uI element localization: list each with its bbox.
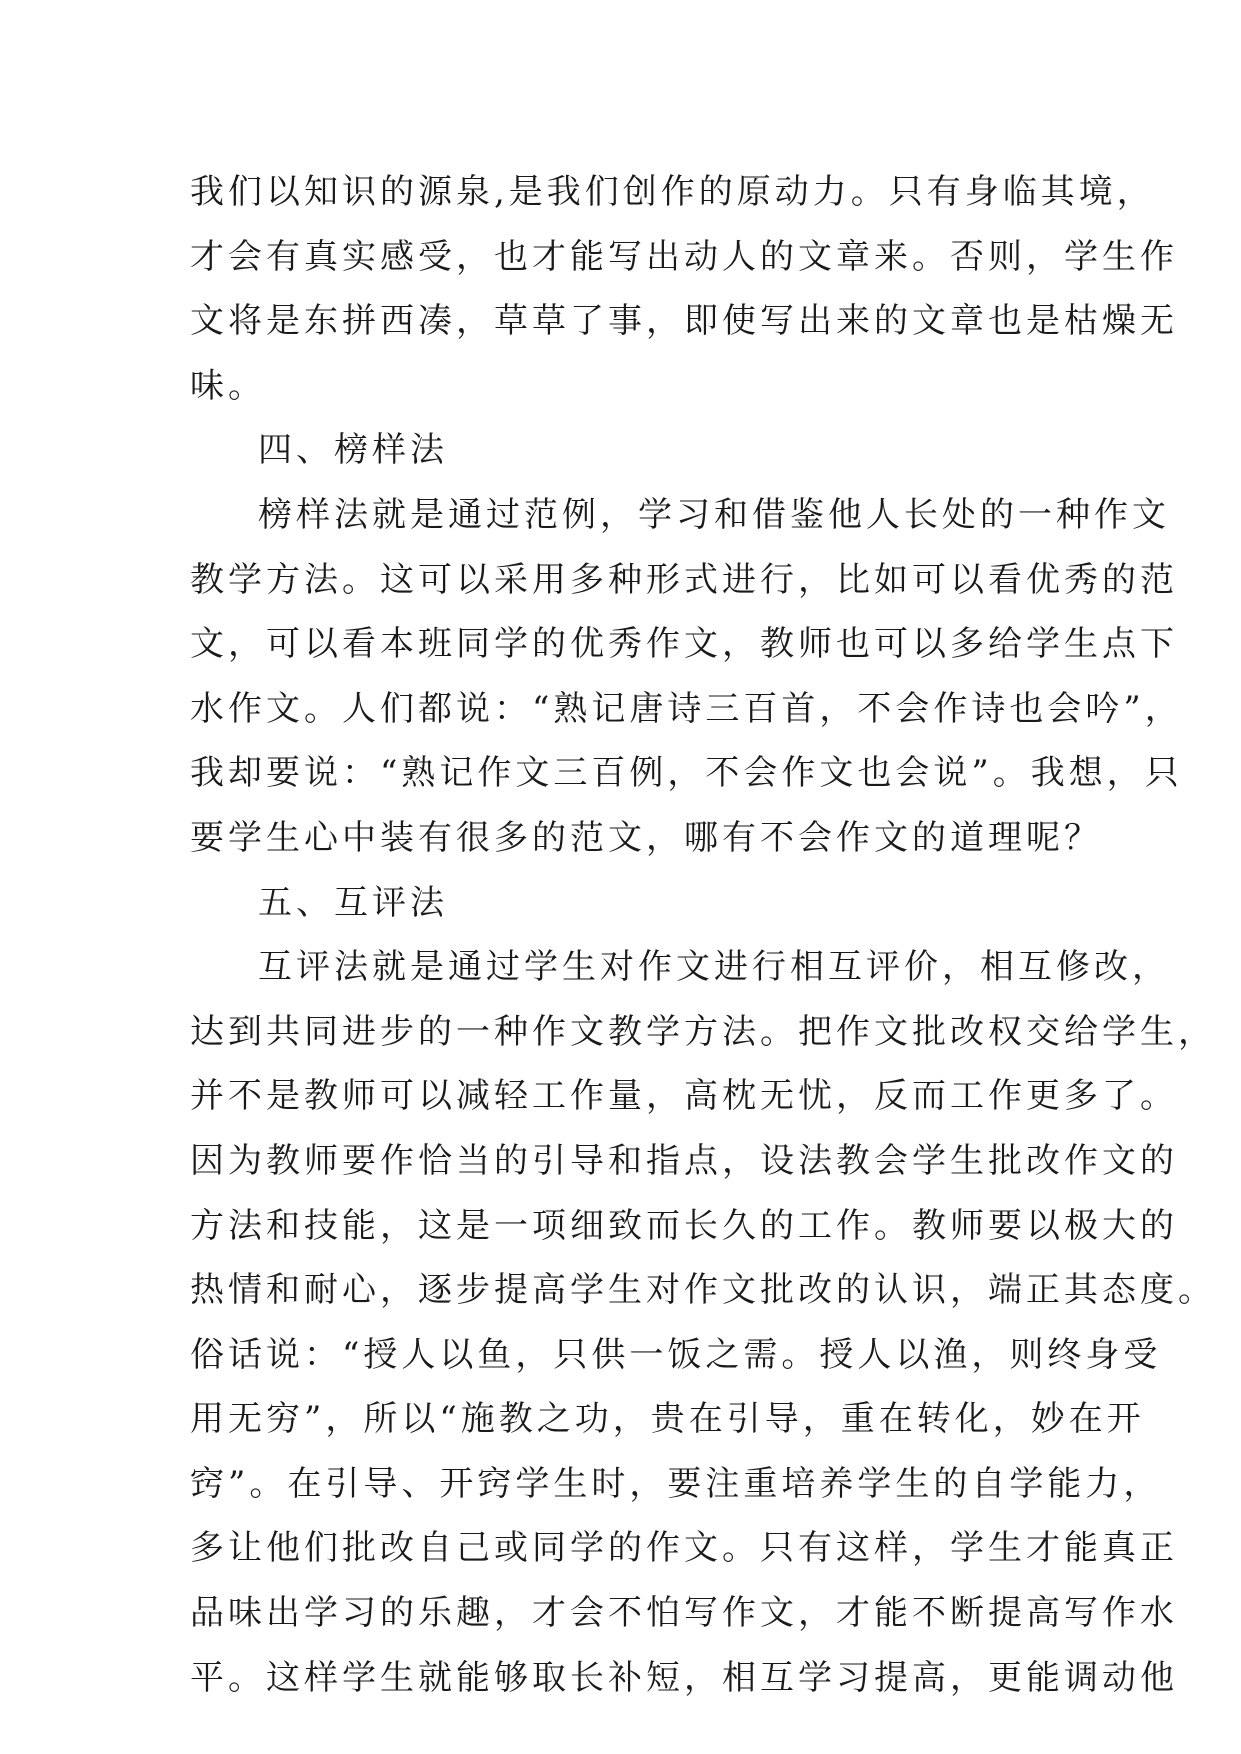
text-line: 我却要说：“熟记作文三百例，不会作文也会说”。我想，只 [190,753,1183,794]
text-line: 并不是教师可以减轻工作量，高枕无忧，反而工作更多了。 [190,1076,1178,1117]
text-line: 我们以知识的源泉,是我们创作的原动力。只有身临其境， [190,172,1155,212]
text-line: 五、互评法 [258,882,448,923]
text-line: 方法和技能，这是一项细致而长久的工作。教师要以极大的 [190,1205,1178,1246]
text-line: 水作文。人们都说：“熟记唐诗三百首，不会作诗也会吟”， [190,688,1183,729]
text-line: 互评法就是通过学生对作文进行相互评价，相互修改， [258,947,1170,988]
text-line: 榜样法就是通过范例，学习和借鉴他人长处的一种作文 [258,494,1170,535]
text-line: 味。 [190,365,266,406]
text-line: 平。这样学生就能够取长补短，相互学习提高，更能调动他 [190,1657,1178,1698]
text-line: 窍”。在引导、开窍学生时，要注重培养学生的自学能力， [190,1463,1162,1504]
text-line: 文，可以看本班同学的优秀作文，教师也可以多给学生点下 [190,624,1178,665]
text-line: 四、榜样法 [258,430,448,471]
text-line: 热情和耐心，逐步提高学生对作文批改的认识，端正其态度。 [190,1270,1216,1311]
text-line: 因为教师要作恰当的引导和指点，设法教会学生批改作文的 [190,1140,1178,1181]
document-body [190,160,1216,1710]
text-line: 用无穷”，所以“施教之功，贵在引导，重在转化，妙在开 [190,1399,1145,1440]
text-line: 要学生心中装有很多的范文，哪有不会作文的道理呢？ [190,817,1102,858]
text-line: 文将是东拼西凑，草草了事，即使写出来的文章也是枯燥无 [190,301,1178,342]
text-line: 教学方法。这可以采用多种形式进行，比如可以看优秀的范 [190,559,1178,600]
text-line: 品味出学习的乐趣，才会不怕写作文，才能不断提高写作水 [190,1593,1178,1634]
text-line: 才会有真实感受，也才能写出动人的文章来。否则，学生作 [190,236,1178,277]
text-line: 达到共同进步的一种作文教学方法。把作文批改权交给学生， [190,1011,1216,1052]
text-line: 多让他们批改自己或同学的作文。只有这样，学生才能真正 [190,1528,1178,1569]
text-line: 俗话说：“授人以鱼，只供一饭之需。授人以渔，则终身受 [190,1334,1162,1375]
